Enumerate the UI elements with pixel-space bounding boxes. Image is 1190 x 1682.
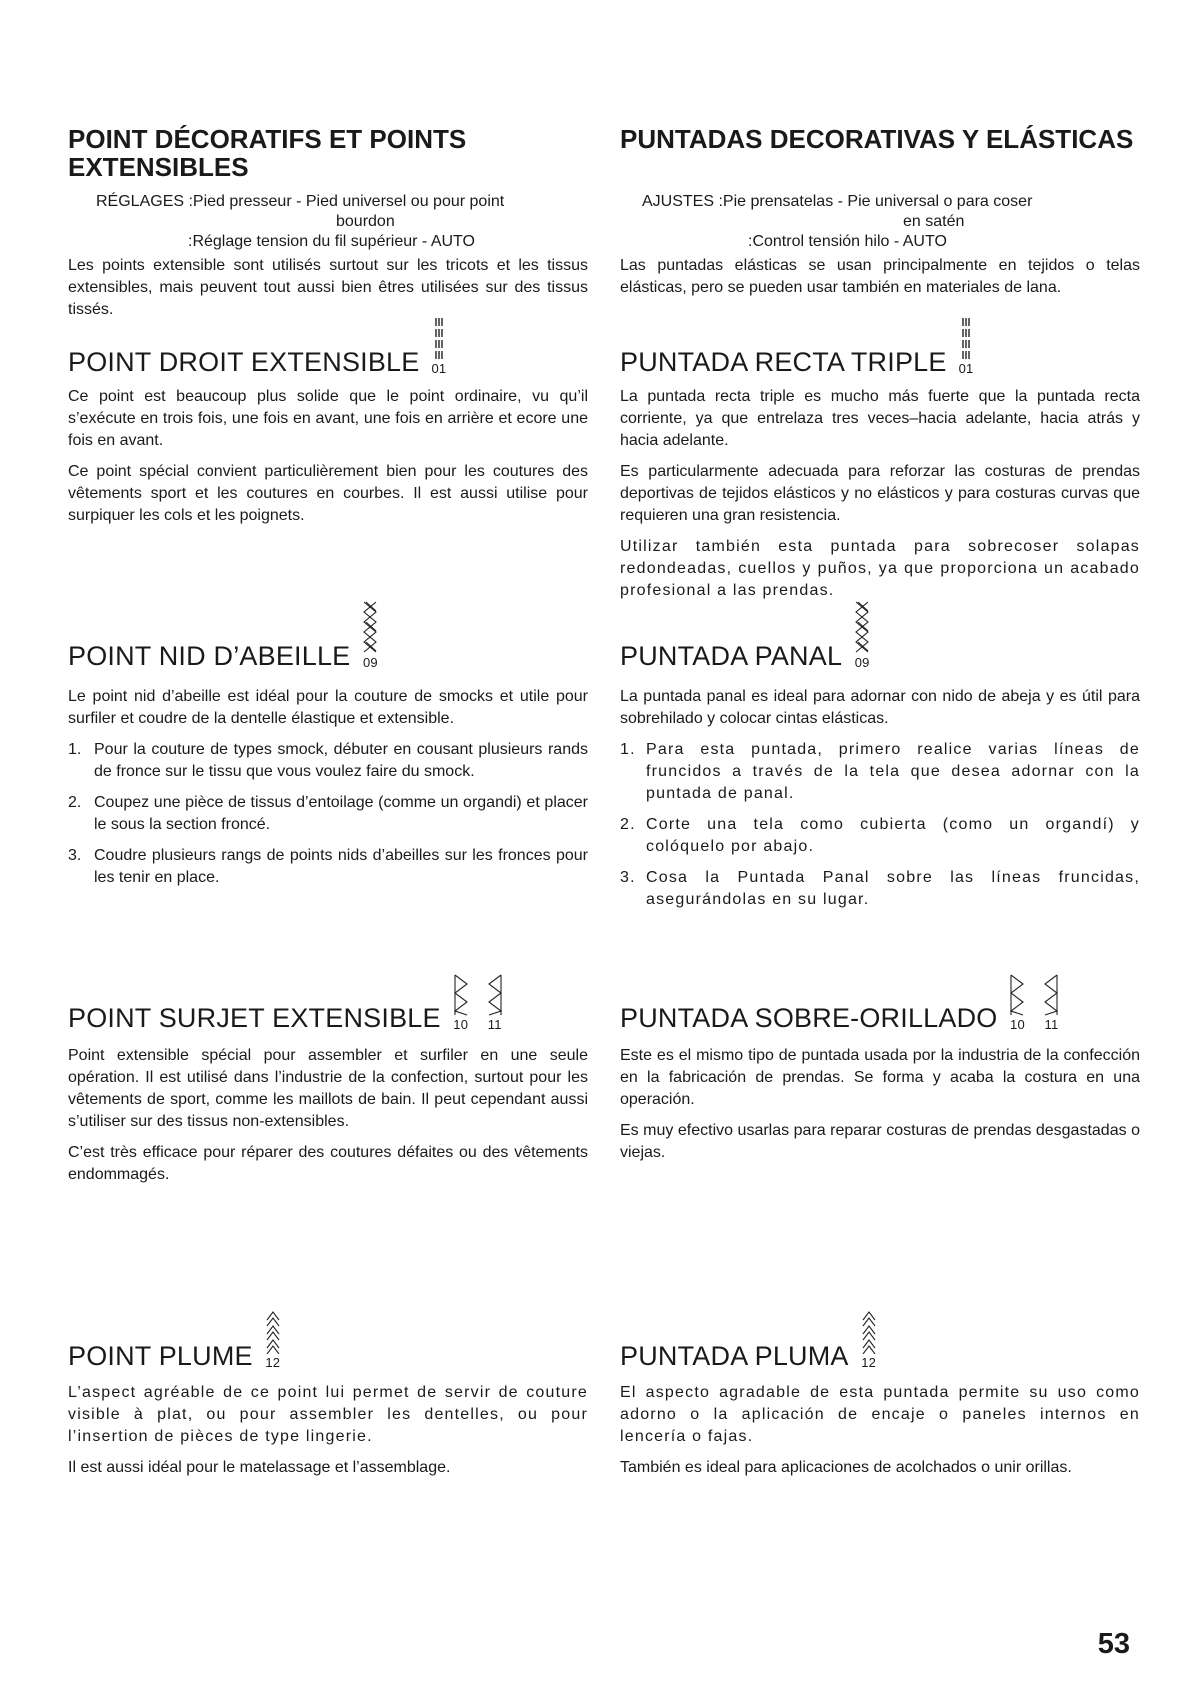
intro-paragraph: Les points extensible sont utilisés surtout sur les tricots et les tissus extensibles, mais peuvent tout aussi bien êtres utilisées sur des tissus tissés. (68, 257, 588, 318)
stitch-symbol (854, 600, 870, 670)
feather-stitch-icon (265, 1310, 281, 1354)
page-number: 53 (1097, 1628, 1130, 1660)
section-title-label: PUNTADA SOBRE-ORILLADO (620, 1003, 998, 1033)
stitch-symbol (362, 600, 378, 670)
list-item: 1. Para esta puntada, primero realice varias líneas de fruncidos a través de la tela que desea adornar con la puntada de panal. (620, 741, 1140, 802)
stitch-item (487, 974, 503, 1032)
section-title-label: PUNTADA RECTA TRIPLE (620, 347, 947, 377)
stitch-number: 01 (958, 361, 974, 376)
settings-line: RÉGLAGES :Pied presseur - Pied universel ou pour point (96, 193, 505, 210)
paragraph: L’aspect agréable de ce point lui permet de servir de couture visible à plat, ou pour assembler les dentelles, ou pour l’insertion de pièces de type lingerie. (68, 1384, 588, 1445)
triple-straight-stitch-icon (960, 316, 972, 360)
section-title-label: PUNTADA PANAL (620, 641, 843, 671)
settings-line: :Control tensión hilo - AUTO (748, 233, 947, 250)
section-title-label: POINT DROIT EXTENSIBLE (68, 347, 420, 377)
stitch-number: 10 (453, 1017, 469, 1032)
section-title-label: POINT NID D’ABEILLE (68, 641, 351, 671)
paragraph: La puntada panal es ideal para adornar con nido de abeja y es útil para sobrehilado y colocar cintas elásticas. (620, 688, 1140, 727)
section-title-straight (620, 306, 1140, 376)
list-item: 2. Corte una tela como cubierta (como un organdí) y colóquelo por abajo. (620, 816, 1140, 855)
section-title-label: POINT PLUME (68, 1341, 253, 1371)
stitch-number: 11 (487, 1017, 502, 1032)
paragraph: Utilizar también esta puntada para sobrecoser solapas redondeadas, cuellos y puños, ya que proporciona un acabado profesional a las prendas. (620, 538, 1140, 599)
overlock-stitch-left-icon (1043, 974, 1059, 1016)
section-title-overlock (68, 962, 588, 1032)
stitch-symbol (453, 974, 503, 1032)
stitch-item (362, 600, 378, 670)
paragraph: Es particularmente adecuada para reforzar las costuras de prendas deportivas de tejidos elásticos y no elásticos y para costuras curvas que requieren una gran resistencia. (620, 463, 1140, 524)
numbered-list (68, 739, 588, 889)
stitch-number: 09 (854, 655, 870, 670)
honeycomb-stitch-icon (854, 600, 870, 654)
stitch-symbol (1009, 974, 1059, 1032)
stitch-number: 12 (265, 1355, 281, 1370)
stitch-item (1043, 974, 1059, 1032)
list-item: 3. Coudre plusieurs rangs de points nids d’abeilles sur les fronces pour les tenir en place. (68, 847, 588, 886)
stitch-item (854, 600, 870, 670)
stitch-item (432, 316, 447, 376)
paragraph: Es muy efectivo usarlas para reparar costuras de prendas desgastadas o viejas. (620, 1122, 1140, 1161)
paragraph: Ce point est beaucoup plus solide que le point ordinaire, vu qu’il s’exécute en trois fois, une fois en avant, une fois en arrière et ecore une fois en avant. (68, 388, 588, 449)
settings-line: bourdon (336, 213, 395, 230)
section-title-honeycomb (620, 600, 1140, 670)
feather-stitch-icon (861, 1310, 877, 1354)
section-title-feather (68, 1300, 588, 1370)
settings-line: en satén (903, 213, 965, 230)
paragraph: Point extensible spécial pour assembler et surfiler en une seule opération. Il est utilisé dans l’industrie de la confection, surtout pour les vêtements de sport, comme les maillots de bain. Il peut cependant aussi s’utiliser sur des tissus non-extensibles. (68, 1047, 588, 1130)
paragraph: Ce point spécial convient particulièrement bien pour les coutures des vêtements sport et les coutures en courbes. Il est aussi utilise pour surpiquer les cols et les poignets. (68, 463, 588, 524)
honeycomb-stitch-icon (362, 600, 378, 654)
paragraph: Le point nid d’abeille est idéal pour la couture de smocks et utile pour surfiler et coudre de la dentelle élastique et extensible. (68, 688, 588, 727)
section-title-straight (68, 306, 588, 376)
overlock-stitch-right-icon (453, 974, 469, 1016)
stitch-item (265, 1310, 281, 1370)
stitch-symbol (861, 1310, 877, 1370)
paragraph: Este es el mismo tipo de puntada usada por la industria de la confección en la fabricación de prendas. Se forma y acaba la costura en una operación. (620, 1047, 1140, 1108)
settings-line: :Réglage tension du fil supérieur - AUTO (188, 233, 475, 250)
stitch-item (959, 316, 974, 376)
section-title-feather (620, 1300, 1140, 1370)
section-title-label: POINT SURJET EXTENSIBLE (68, 1003, 441, 1033)
settings-block (68, 192, 588, 252)
list-item: 2. Coupez une pièce de tissus d’entoilage (comme un organdi) et placer le sous la section froncé. (68, 794, 588, 833)
paragraph: El aspecto agradable de esta puntada permite su uso como adorno o la aplicación de encaje o paneles internos en lencería o fajas. (620, 1384, 1140, 1445)
section-title-overlock (620, 962, 1140, 1032)
section-title-honeycomb (68, 600, 588, 670)
triple-straight-stitch-icon (433, 316, 445, 360)
stitch-symbol (432, 316, 447, 376)
settings-block (620, 192, 1140, 252)
page-title: POINT DÉCORATIFS ET POINTS EXTENSIBLES (68, 124, 467, 182)
list-item: 3. Cosa la Puntada Panal sobre las líneas fruncidas, asegurándolas en su lugar. (620, 869, 1140, 908)
section-title-label: PUNTADA PLUMA (620, 1341, 849, 1371)
overlock-stitch-right-icon (1009, 974, 1025, 1016)
stitch-number: 12 (861, 1355, 877, 1370)
stitch-symbol (265, 1310, 281, 1370)
stitch-number: 10 (1010, 1017, 1025, 1032)
paragraph: También es ideal para aplicaciones de acolchados o unir orillas. (620, 1459, 1072, 1476)
stitch-number: 09 (362, 655, 378, 670)
overlock-stitch-left-icon (487, 974, 503, 1016)
stitch-symbol (959, 316, 974, 376)
paragraph: C’est très efficace pour réparer des coutures défaites ou des vêtements endommagés. (68, 1144, 588, 1183)
page-title: PUNTADAS DECORATIVAS Y ELÁSTICAS (620, 124, 1134, 154)
stitch-item (861, 1310, 877, 1370)
paragraph: La puntada recta triple es mucho más fuerte que la puntada recta corriente, ya que entrelaza tres veces–hacia adelante, hacia atrás y hacia adelante. (620, 388, 1140, 449)
stitch-item (1009, 974, 1025, 1032)
stitch-number: 01 (431, 361, 447, 376)
settings-line: AJUSTES :Pie prensatelas - Pie universal o para coser (642, 193, 1033, 210)
list-item: 1. Pour la couture de types smock, débuter en cousant plusieurs rands de fronce sur le tissu que vous voulez faire du smock. (68, 741, 588, 780)
stitch-item (453, 974, 469, 1032)
stitch-number: 11 (1044, 1017, 1059, 1032)
numbered-list (620, 739, 1140, 911)
intro-paragraph: Las puntadas elásticas se usan principalmente en tejidos o telas elásticas, pero se pueden usar también en materiales de lana. (620, 257, 1140, 296)
paragraph: Il est aussi idéal pour le matelassage et l’assemblage. (68, 1459, 451, 1476)
